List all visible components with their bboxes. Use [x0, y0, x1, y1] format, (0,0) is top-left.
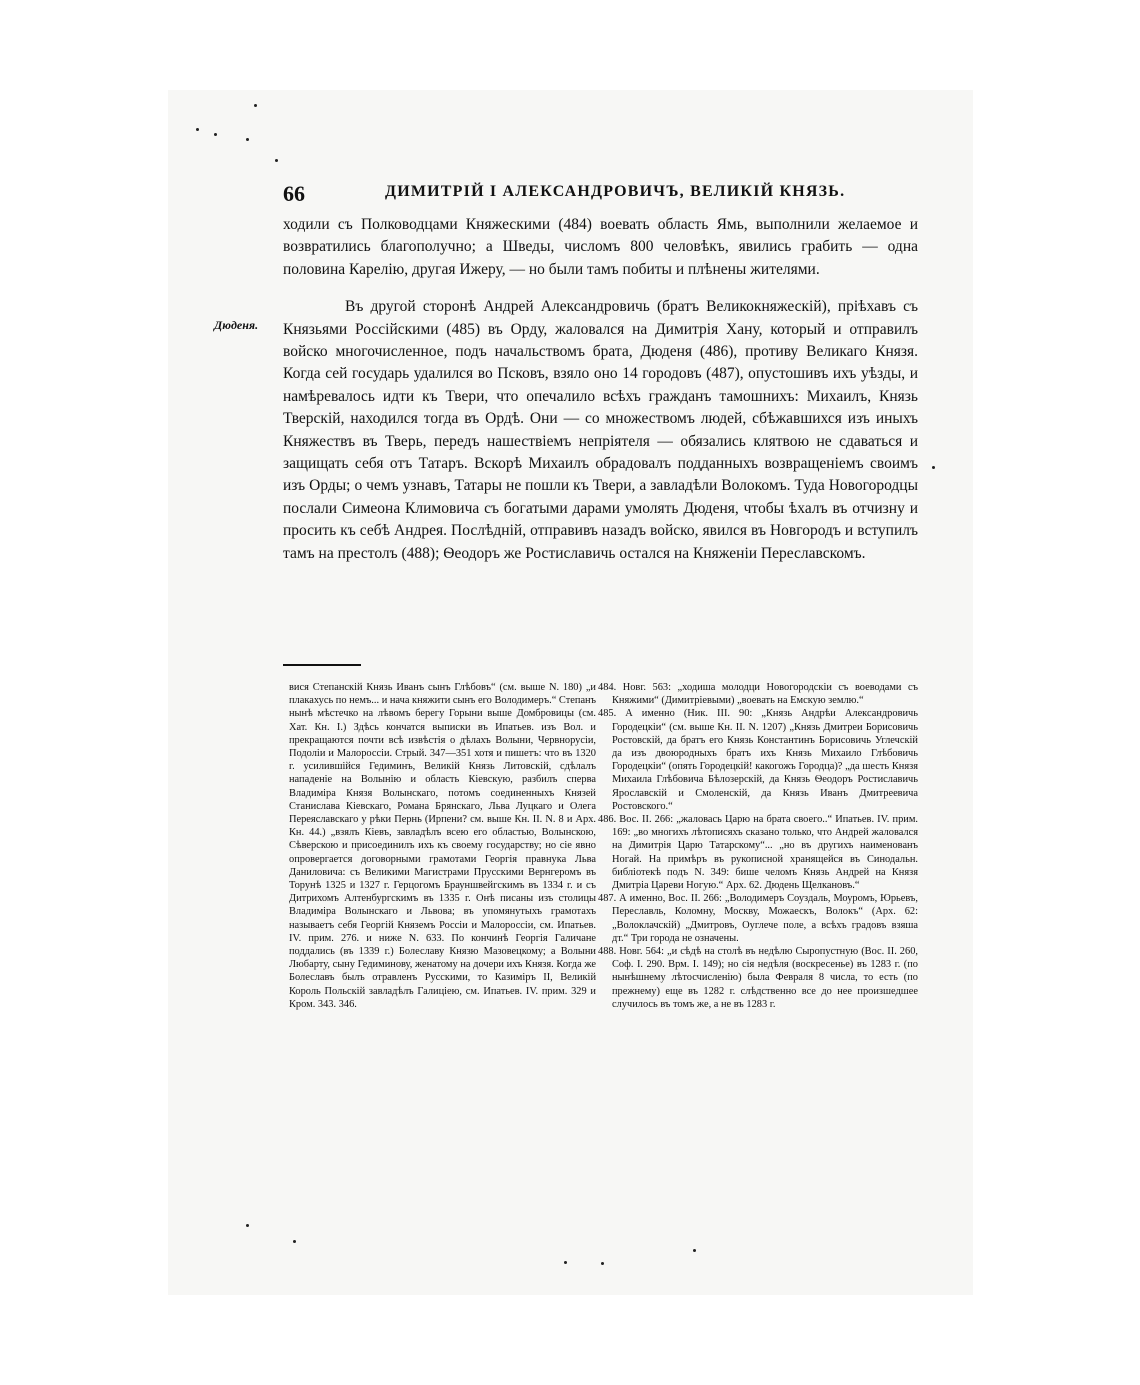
page-number: 66	[283, 181, 305, 206]
scan-speck	[214, 133, 217, 136]
footnote: 488. Новг. 564: „и сѣдѣ на столѣ въ недѣлю Сыропустную (Вос. II. 260, Соф. I. 290. Врм. I. 149); но сія недѣля (воскресенье) въ 1283 г. (по нынѣшнему лѣтосчисленію) была Февраля 8 числа, то есть (по прежнему) еще въ 1282 г. слѣдственно все до нее произшедшее случилось въ томъ же, а не въ 1283 г.	[598, 946, 918, 1010]
scan-speck	[564, 1261, 567, 1264]
running-head: ДИМИТРІЙ I АЛЕКСАНДРОВИЧЪ, ВЕЛИКІЙ КНЯЗЬ.	[385, 183, 846, 200]
footnote-continuation: вися Степанскій Князь Иванъ сынъ Глѣбовъ“ (см. выше N. 180) „и плакахусь по немъ... и нача княжити сынъ его Володимеръ.“ Степанъ нынѣ мѣстечко на лѣвомъ берегу Горыни выше Домбровицы (см. Хат. Кн. I.) Здѣсь кончатся выписки въ Ипатьев. изъ Вол. и прекращаются почти всѣ извѣстія о дѣлахъ Волыни, Червнорусіи, Подоліи и Малороссіи. Стрый. 347—351 хотя и пишетъ: что въ 1320 г. усилившійся Гедиминъ, Великій Князь Литовскій, сдѣлалъ нападеніе на Волынію и область Кіевскую, разбилъ сперва Владиміра Князя Волынскаго, потомъ соединенныхъ Князей Станислава Кіевскаго, Романа Брянскаго, Льва Луцкаго и Олега Переяславскаго у рѣки Пернь (Ирпени? см. выше Кн. II. N. 8 и Арх. Кн. 44.) „взялъ Кіевъ, завладѣлъ всею его областью, Волынскою, Сѣверскою и присоединилъ ихъ къ своему государству; но сіе явно опровергается договорными грамотами Георгія правнука Льва Даниловича: съ Великими Магистрами Прусскими Вернгеромъ въ Торунѣ 1325 и 1327 г. Герцогомъ Брауншвейгскимъ въ 1334 г. и съ Дитрихомъ Алтенбургскимъ въ 1335 г. Онѣ писаны изъ столицы Владиміра Волынскаго и Львова; въ упомянутыхъ грамотахъ называетъ себя Георгій Княземъ Россіи и Малороссіи, см. Ипатьев. IV. прим. 276. и ниже N. 633. По кончинѣ Георгія Галичане поддались (въ 1339 г.) Болеславу Князю Мазовецкому; а Волыни Любарту, сыну Гедиминову, женатому на дочери ихъ Князя. Когда же Болеславъ былъ отравленъ Русскими, то Казиміръ II, Великій Король Польскій завладѣлъ Галиціею, см. Ипатьев. IV. прим. 329 и Кром. 343. 346.	[289, 682, 596, 1010]
scan-speck	[601, 1262, 604, 1265]
footnote: 484. Новг. 563: „ходиша молодци Новогородскіи съ воеводами съ Княжими“ (Димитріевыми) „воевать на Емскую землю.“	[598, 682, 918, 707]
scan-speck	[254, 104, 257, 107]
scan-speck	[293, 1240, 296, 1243]
footnote: 487. А именно, Вос. II. 266: „Володимеръ Соуздаль, Моуромъ, Юрьевъ, Переславль, Коломну, Москву, Можаескъ, Волокъ“ (Арх. 62: „Волоклачскій) „Дмитровъ, Оуглече поле, а всѣхъ градовъ взяша дт.“ Три города не означены.	[598, 893, 918, 944]
main-paragraph: Въ другой сторонѣ Андрей Александровичь (братъ Великокняжескій), пріѣхавъ съ Князьями Россійскими (485) въ Орду, жаловался на Димитрія Хану, который и отправилъ войско многочисленное, подъ начальствомъ брата, Дюденя (486), противу Великаго Князя. Когда сей государь удалился во Псковъ, взяло оно 14 городовъ (487), опустошивъ ихъ уѣзды, и намѣревалось идти къ Твери, что опечалило всѣхъ гражданъ тамошнихъ: Михаилъ, Князь Тверскій, находился тогда въ Ордѣ. Они — со множествомъ людей, сбѣжавшихся изъ иныхъ Княжествъ въ Тверь, передъ нашествіемъ непріятеля — обязались клятвою не сдаваться и защищать себя отъ Татаръ. Вскорѣ Михаилъ обрадовалъ подданныхъ возвращеніемъ своимъ изъ Орды; о чемъ узнавъ, Татары не пошли къ Твери, а завладѣли Волокомъ. Туда Новогородцы послали Симеона Климовича съ богатыми дарами умолять Дюденя, чтобы ѣхалъ въ отчизну и просить къ себѣ Андрея. Послѣдній, отправивъ назадъ войско, явился въ Новгородъ и вступилъ тамъ на престолъ (488); Ѳеодоръ же Ростиславичь остался на Княженіи Переславскомъ.	[283, 298, 918, 562]
main-paragraph: ходили съ Полководцами Княжескими (484) воевать область Ямь, выполнили желаемое и возвратились благополучно; а Шведы, числомъ 800 человѣкъ, явились грабить — одна половина Карелію, другая Ижеру, — но были тамъ побиты и плѣнены жителями.	[283, 216, 918, 278]
scan-speck	[932, 466, 935, 469]
footnotes-right-column	[598, 681, 918, 1011]
footnotes-left-column	[289, 681, 596, 1011]
margin-note: Дюденя.	[214, 318, 259, 332]
footnote-rule	[283, 664, 361, 666]
footnote: 486. Вос. II. 266: „жаловась Царю на брата своего..“ Ипатьев. IV. прим. 169: „во многихъ лѣтописяхъ сказано только, что Андрей жаловался на Димитрія Царю Татарскому“... „но въ другихъ наименованъ Ногай. На примѣръ въ рукописной хранящейся въ Синодальн. библіотекѣ подъ N. 349: бише челомъ Князь Андрей на Князя Дмитріа Цареви Ногую.“ Арх. 62. Дюдень Щелкановъ.“	[598, 814, 918, 892]
scan-speck	[246, 1224, 249, 1227]
footnote: 485. А именно (Ник. III. 90: „Князь Андрѣи Александровичь Городецкіи“ (см. выше Кн. II. N. 1207) „Князь Дмитреи Борисовичь Ростовскій, да братъ его Князь Константинъ Борисовичь Углечскій да изъ двоюродныхъ братъ ихъ Князь Михаило Глѣбовичь Городецкіи“ (опять Городецкій! какогожъ Городца)? „да шесть Князя Михаила Глѣбовича Бѣлозерскій, да Князь Ѳеодоръ Ростиславичь Ярославскій и Смоленскій, да Князь Иванъ Дмитреевича Ростовского.“	[598, 708, 918, 812]
scan-speck	[246, 138, 249, 141]
main-text	[283, 214, 918, 565]
scan-speck	[275, 159, 278, 162]
scan-speck	[693, 1249, 696, 1252]
scan-speck	[196, 128, 199, 131]
